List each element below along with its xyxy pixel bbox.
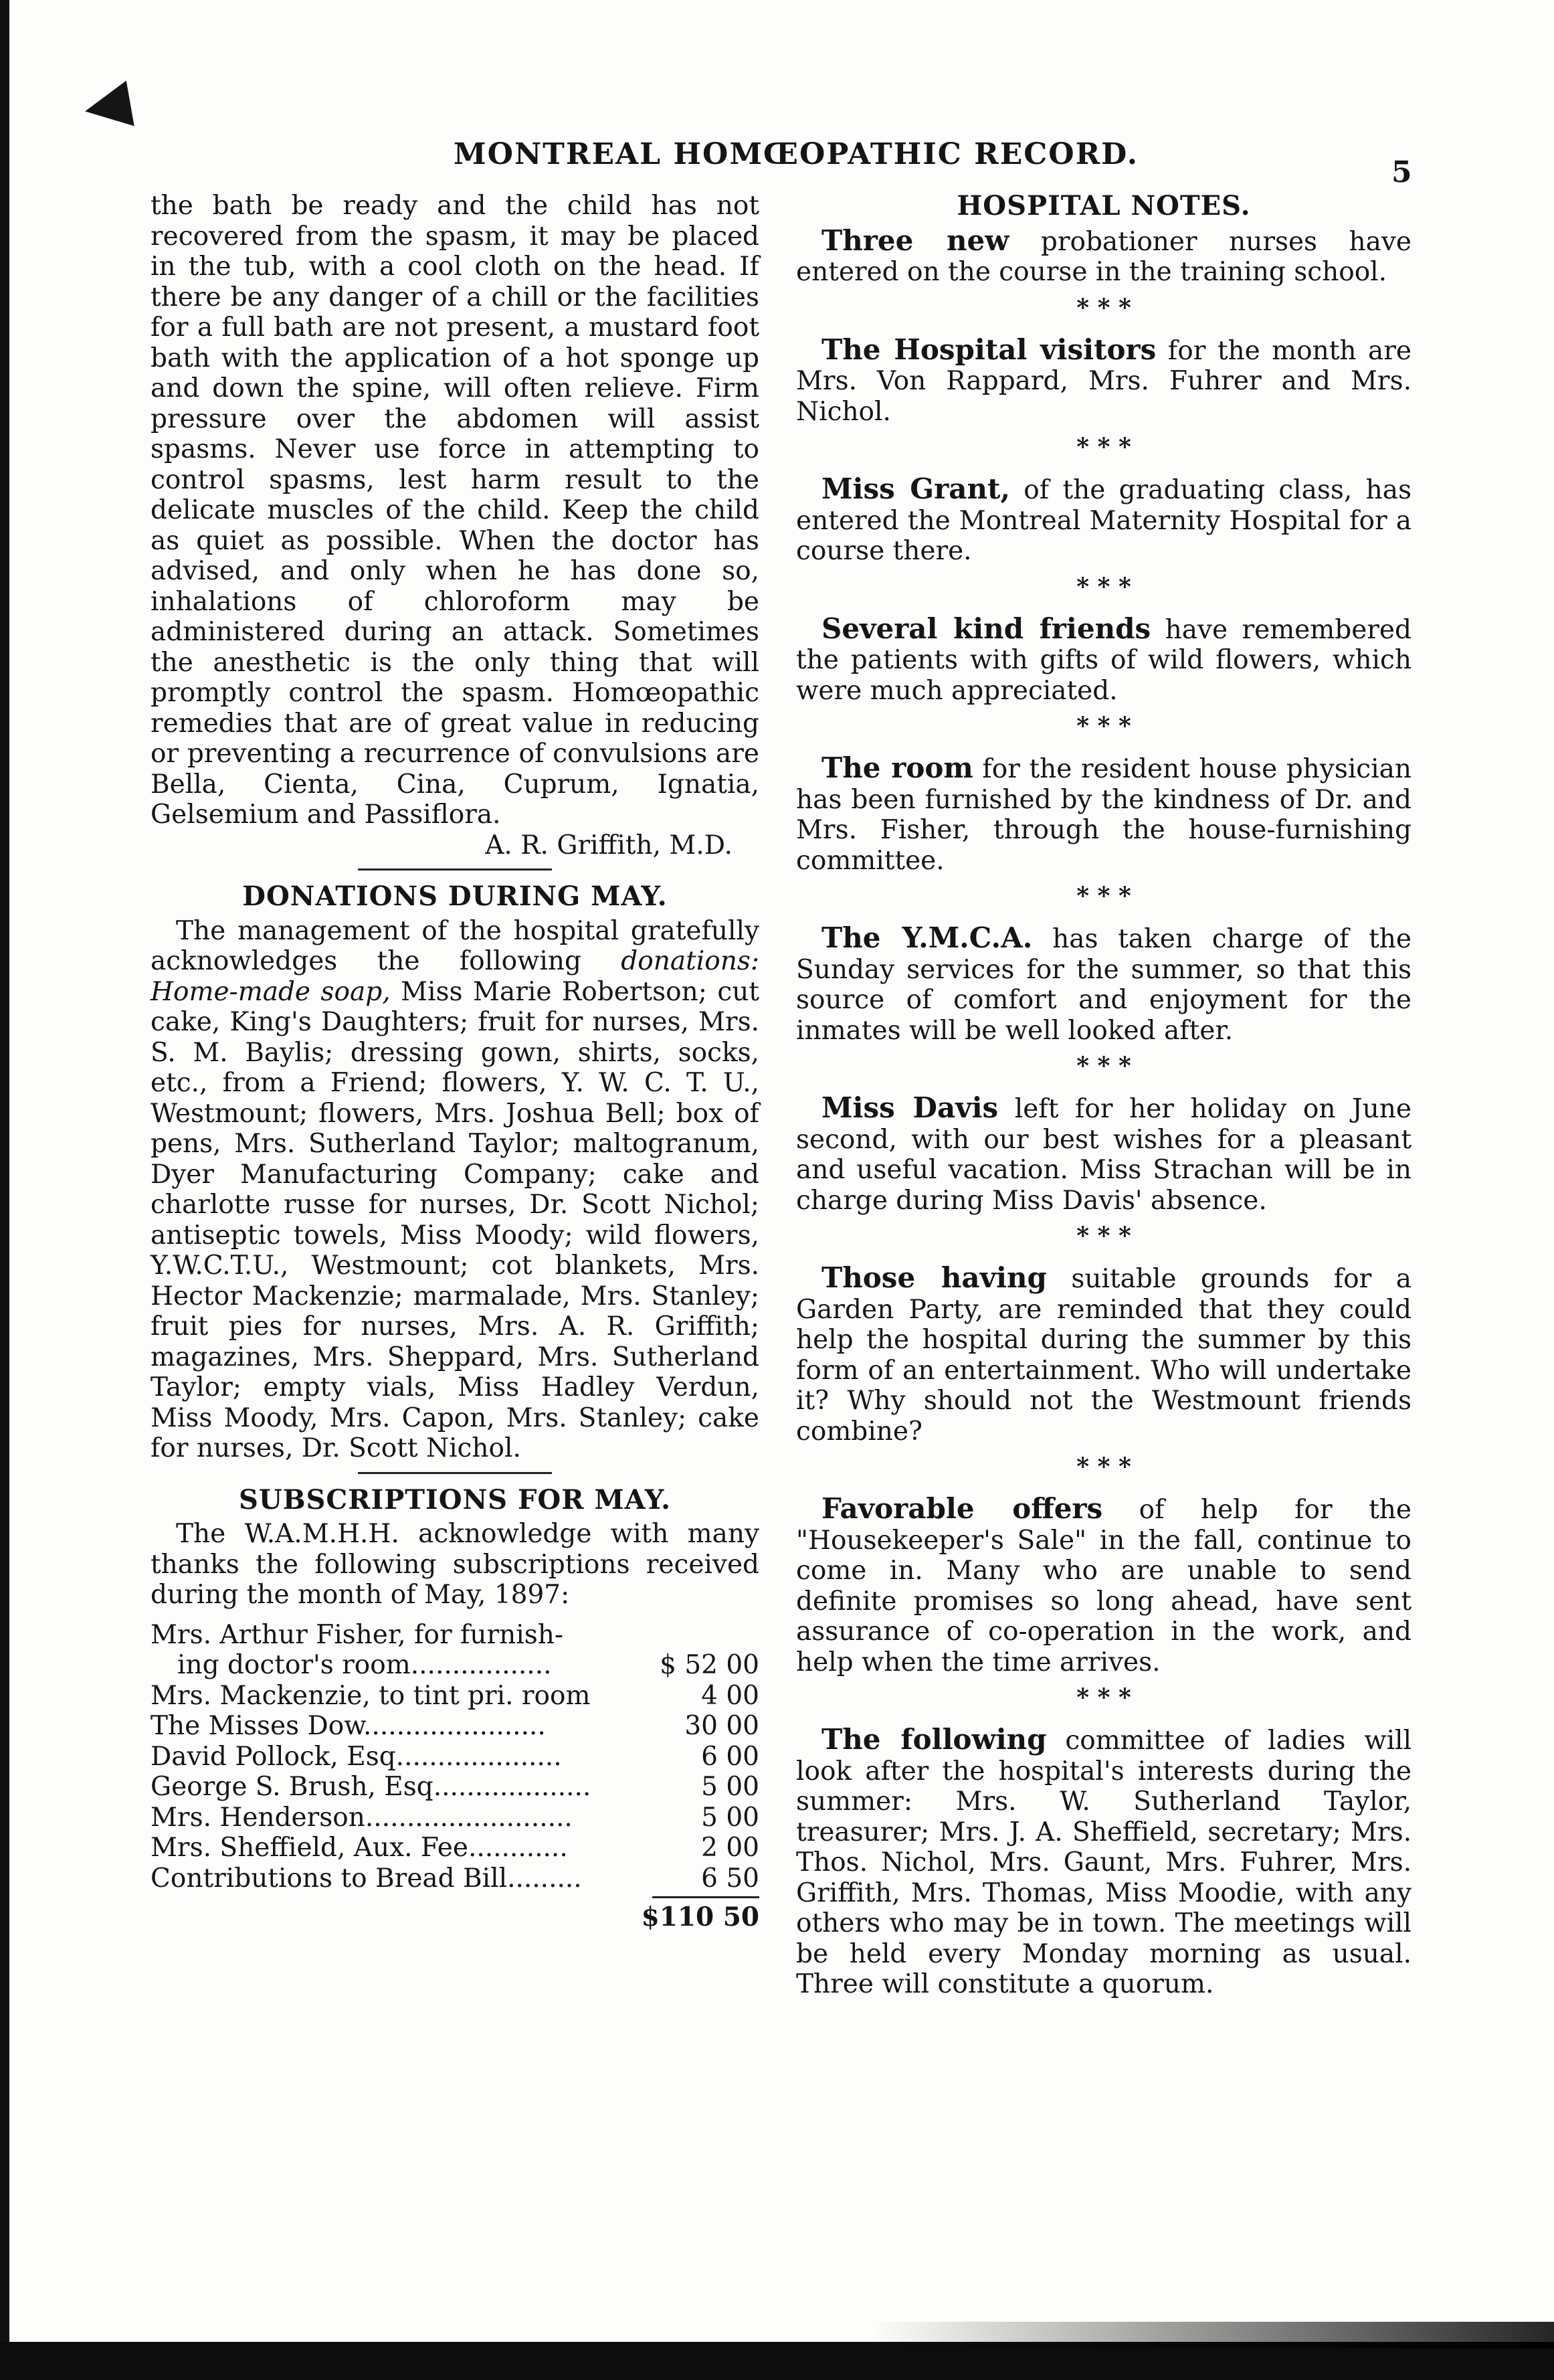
subscription-row: The Misses Dow...................... 30 00 bbox=[151, 1711, 759, 1741]
donations-intro-italic: donations: Home-made soap, bbox=[151, 946, 759, 1007]
asterism-divider: * * * bbox=[1076, 1222, 1131, 1250]
note-item: The Hospital visitors for the month are Mrs. Von Rappard, Mrs. Fuhrer and Mrs. Nichol. bbox=[796, 333, 1412, 427]
asterism-divider: * * * bbox=[1076, 1453, 1131, 1481]
section-divider bbox=[358, 868, 552, 871]
note-item: The room for the resident house physician has been furnished by the kindness of Dr. and Mrs. Fisher, through the house-furnishing committee. bbox=[796, 751, 1412, 876]
note-item: Miss Grant, of the graduating class, has entered the Montreal Maternity Hospital for a course there. bbox=[796, 472, 1412, 566]
scan-shadow bbox=[870, 2322, 1554, 2349]
subscriptions-list bbox=[151, 1620, 759, 1933]
left-column bbox=[151, 191, 759, 1933]
subscriptions-intro: The W.A.M.H.H. acknowledge with many thanks the following subscriptions received during the month of May, 1897: bbox=[151, 1519, 759, 1610]
subscription-row: Mrs. Mackenzie, to tint pri. room 4 00 bbox=[151, 1680, 759, 1711]
asterism-divider: * * * bbox=[1076, 572, 1131, 601]
note-item: The following committee of ladies will look after the hospital's interests during the summer: Mrs. W. Sutherland Taylor, treasurer; Mrs. J. A. Sheffield, secretary; Mrs. Thos. Nichol, Mrs. Gaunt, Mrs. Fuhrer, Mrs. Griffith, Mrs. Thomas, Miss Moodie, with any others who may be in town. The meetings will be held every Monday morning as usual. Three will constitute a quorum. bbox=[796, 1723, 1412, 1999]
donations-list: Miss Marie Robertson; cut cake, King's Daughters; fruit for nurses, Mrs. S. M. Baylis; dressing gown, shirts, socks, etc., from a Friend; flowers, Y. W. C. T. U., Westmount; flowers, Mrs. Joshua Bell; box of pens, Mrs. Sutherland Taylor; maltogranum, Dyer Manufacturing Company; cake and charlotte russe for nurses, Dr. Scott Nichol; antiseptic towels, Miss Moody; wild flowers, Y.W.C.T.U., Westmount; cot blankets, Mrs. Hector Mackenzie; marmalade, Mrs. Stanley; fruit pies for nurses, Mrs. A. R. Griffith; magazines, Mrs. Sheppard, Mrs. Sutherland Taylor; empty vials, Miss Hadley Verdun, Miss Moody, Mrs. Capon, Mrs. Stanley; cake for nurses, Dr. Scott Nichol. bbox=[151, 976, 759, 1463]
corner-mark: ◀ bbox=[78, 63, 136, 142]
asterism-divider: * * * bbox=[1076, 882, 1131, 910]
subscription-row: Mrs. Henderson......................... 5 00 bbox=[151, 1802, 759, 1833]
subscription-row: George S. Brush, Esq................... 5 00 bbox=[151, 1772, 759, 1802]
asterism-divider: * * * bbox=[1076, 712, 1131, 740]
right-column bbox=[796, 191, 1412, 2000]
asterism-divider: * * * bbox=[1076, 433, 1131, 461]
note-item: Several kind friends have remembered the patients with gifts of wild flowers, which were much appreciated. bbox=[796, 612, 1412, 706]
article-continuation: the bath be ready and the child has not recovered from the spasm, it may be placed in the tub, with a cool cloth on the head. If there be any danger of a chill or the facilities for a full bath are not present, a mustard foot bath with the application of a hot sponge up and down the spine, will often relieve. Firm pressure over the abdomen will assist spasms. Never use force in attempting to control spasms, lest harm result to the delicate muscles of the child. Keep the child as quiet as possible. When the doctor has advised, and only when he has done so, inhalations of chloroform may be administered during an attack. Sometimes the anesthetic is the only thing that will promptly control the spasm. Homœopathic remedies that are of great value in reducing or preventing a recurrence of convulsions are Bella, Cienta, Cina, Cuprum, Ignatia, Gelsemium and Passiflora. bbox=[151, 191, 759, 830]
subscriptions-total: $110 50 bbox=[641, 1902, 759, 1932]
donations-title: DONATIONS DURING MAY. bbox=[242, 881, 668, 912]
subscription-row: ing doctor's room................. $ 52 00 bbox=[177, 1650, 759, 1680]
asterism-divider: * * * bbox=[1076, 1052, 1131, 1080]
subscription-row: Contributions to Bread Bill......... 6 50 bbox=[151, 1863, 759, 1894]
note-item: The Y.M.C.A. has taken charge of the Sunday services for the summer, so that this source of comfort and enjoyment for the inmates will be well looked after. bbox=[796, 921, 1412, 1046]
total-rule bbox=[652, 1896, 759, 1898]
running-head: MONTREAL HOMŒOPATHIC RECORD. bbox=[453, 137, 1139, 171]
note-item: Miss Davis left for her holiday on June second, with our best wishes for a pleasant and useful vacation. Miss Strachan will be in charge during Miss Davis' absence. bbox=[796, 1091, 1412, 1216]
subscription-row: Mrs. Sheffield, Aux. Fee............ 2 00 bbox=[151, 1833, 759, 1863]
donations-body bbox=[151, 916, 759, 1464]
subscription-row: Mrs. Arthur Fisher, for furnish- bbox=[151, 1619, 564, 1650]
page-number: 5 bbox=[1391, 155, 1412, 189]
note-item: Favorable offers of help for the "Housekeeper's Sale" in the fall, continue to come in. Many who are unable to send definite promises so long ahead, have sent assurance of co-operation in the work, and help when the time arrives. bbox=[796, 1492, 1412, 1677]
subscription-row: David Pollock, Esq.................... 6 00 bbox=[151, 1741, 759, 1772]
asterism-divider: * * * bbox=[1076, 293, 1131, 322]
article-signature: A. R. Griffith, M.D. bbox=[485, 830, 733, 860]
note-item: Three new probationer nurses have entered on the course in the training school. bbox=[796, 223, 1412, 287]
hospital-notes-title: HOSPITAL NOTES. bbox=[957, 190, 1251, 221]
scan-left-edge bbox=[0, 0, 9, 2380]
section-divider bbox=[358, 1472, 552, 1474]
subscriptions-title: SUBSCRIPTIONS FOR MAY. bbox=[238, 1483, 672, 1516]
note-item: Those having suitable grounds for a Garden Party, are reminded that they could help the hospital during the summer by this form of an entertainment. Who will undertake it? Why should not the Westmount friends combine? bbox=[796, 1261, 1412, 1447]
asterism-divider: * * * bbox=[1076, 1683, 1131, 1712]
donations-intro: The management of the hospital gratefully acknowledges the following bbox=[151, 915, 759, 976]
